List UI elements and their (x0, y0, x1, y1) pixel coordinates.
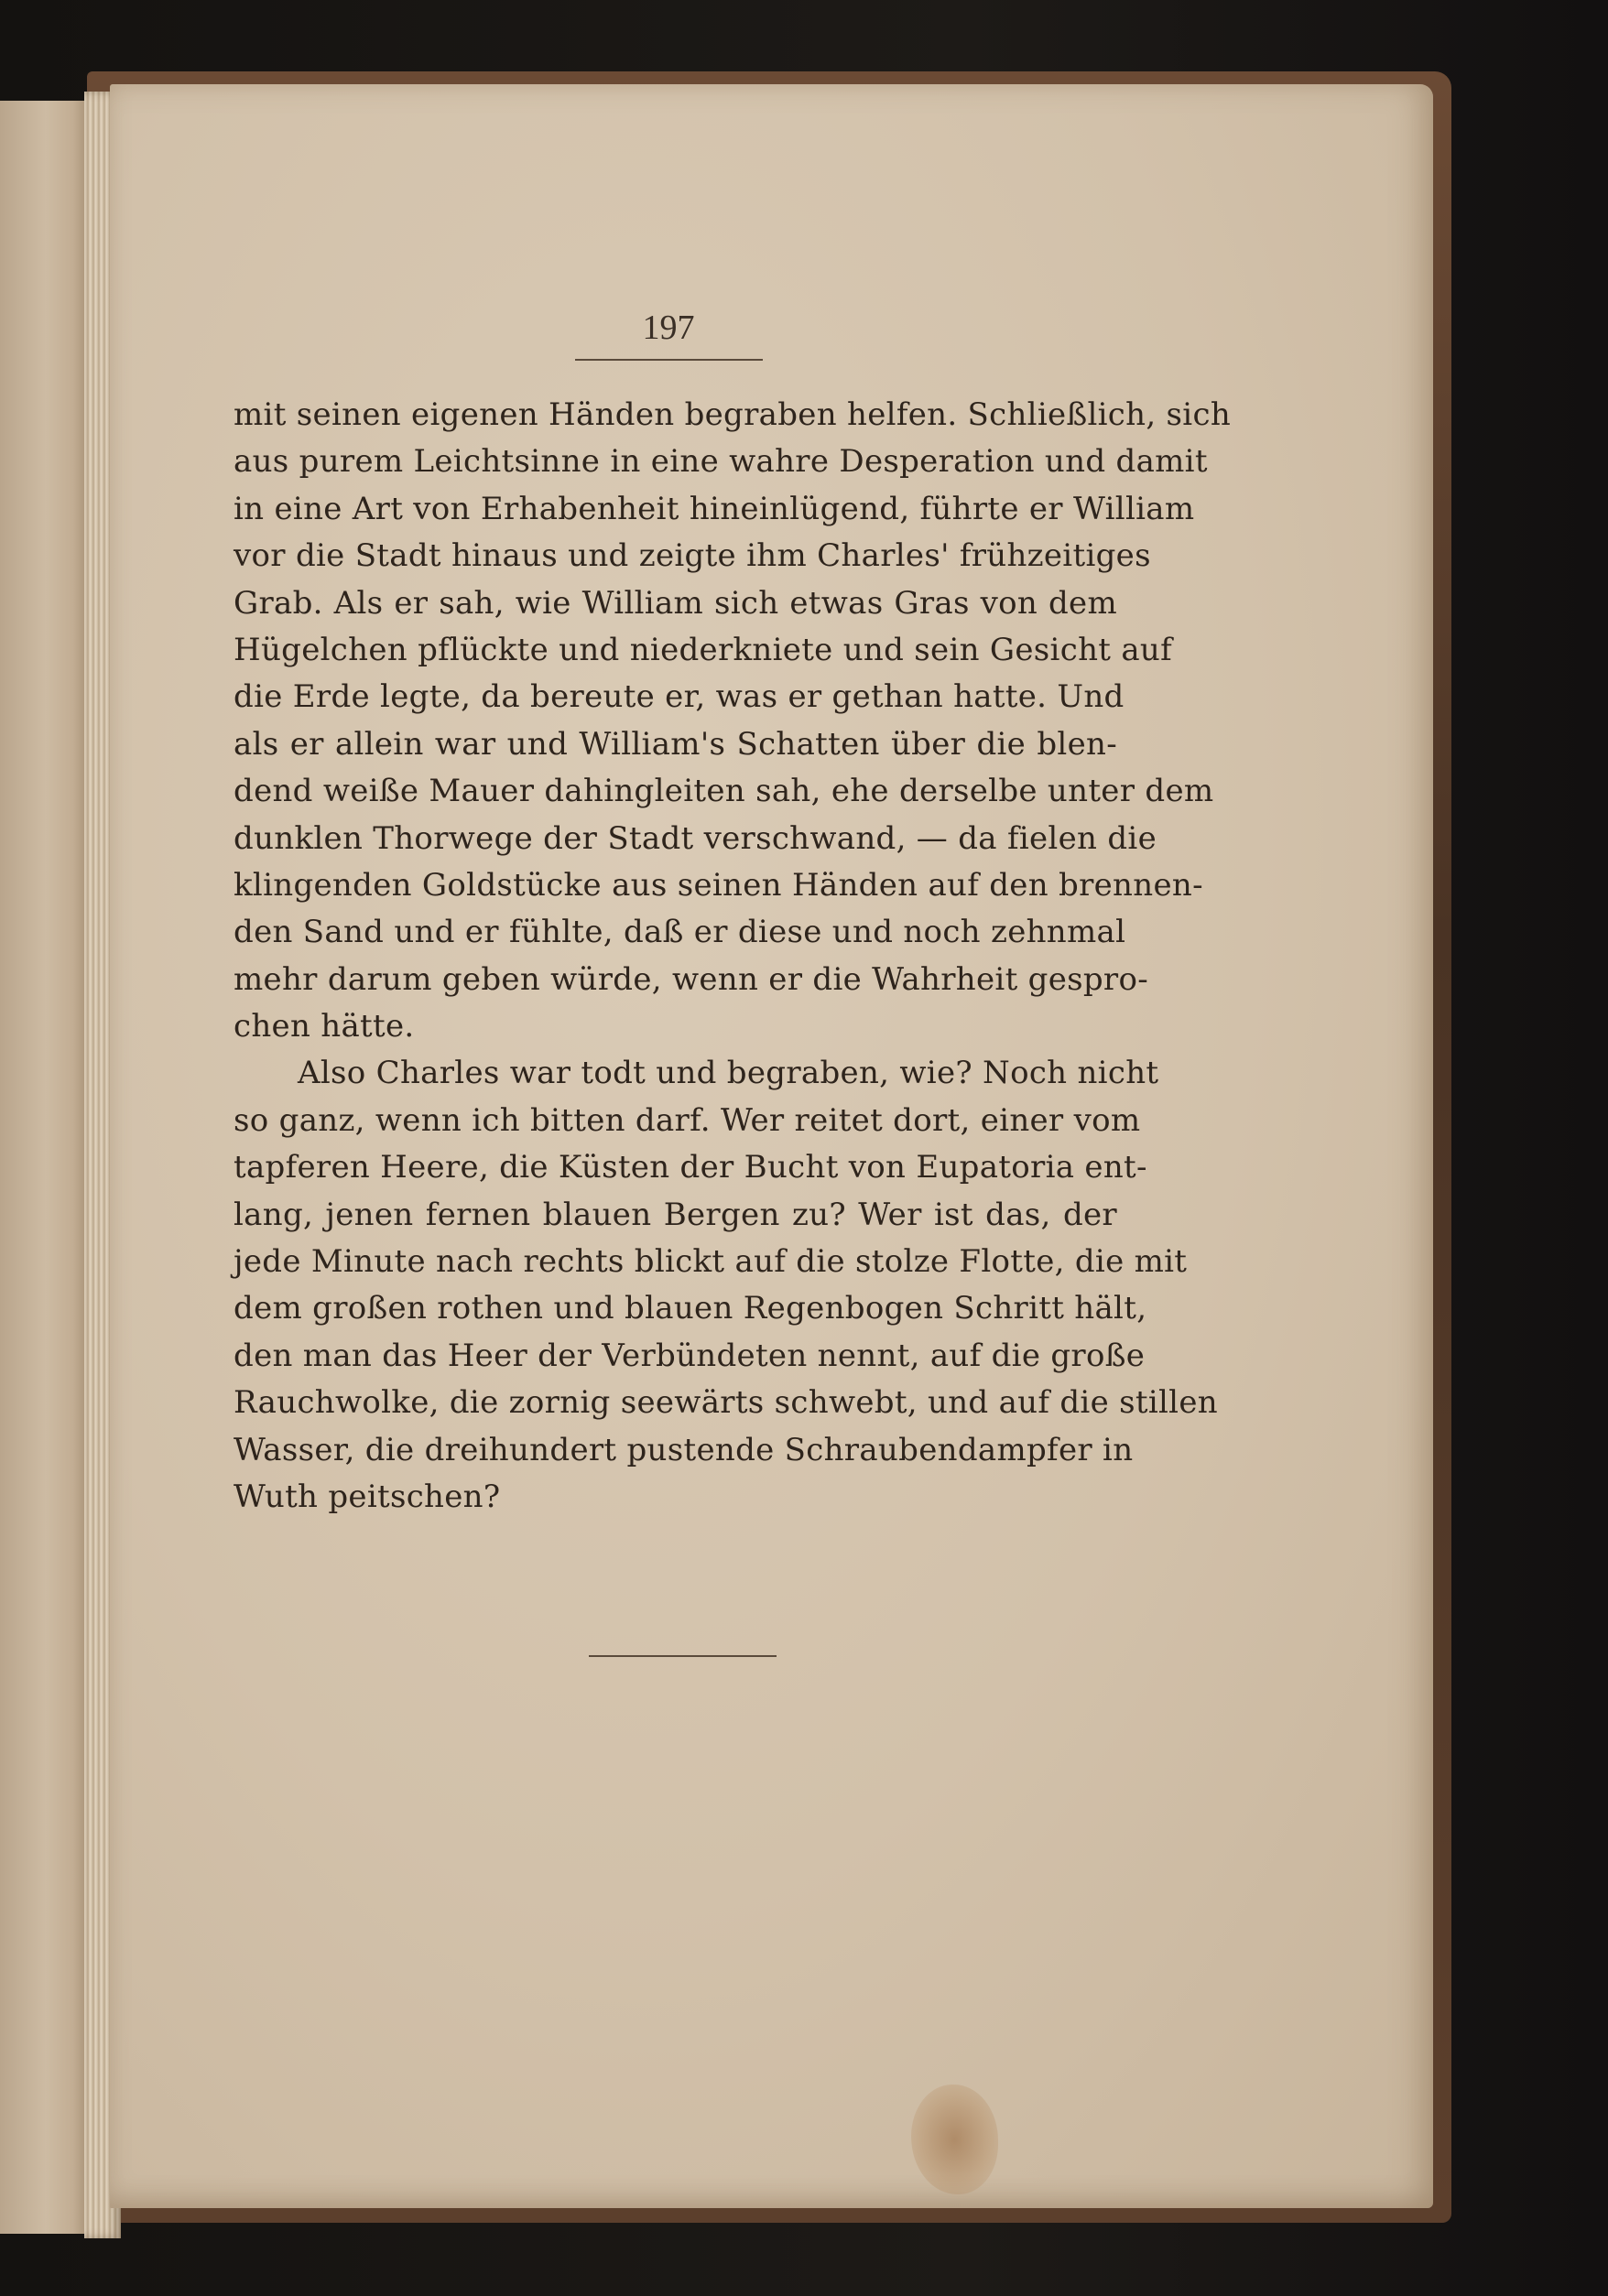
text-line: aus purem Leichtsinne in eine wahre Desperation und damit (234, 443, 1208, 481)
text-line: lang, jenen fernen blauen Bergen zu? Wer ist das, der (234, 1196, 1117, 1233)
text-line: dem großen rothen und blauen Regenbogen Schritt hält, (234, 1290, 1147, 1327)
text-line: den Sand und er fühlte, daß er diese und noch zehnmal (234, 914, 1126, 951)
text-line: die Erde legte, da bereute er, was er gethan hatte. Und (234, 678, 1125, 716)
text-line: tapferen Heere, die Küsten der Bucht von Eupatoria ent- (234, 1149, 1147, 1186)
text-line: den man das Heer der Verbündeten nennt, auf die große (234, 1337, 1146, 1374)
header-rule (575, 359, 763, 361)
text-line: Also Charles war todt und begraben, wie? Noch nicht (298, 1055, 1159, 1092)
text-line: Grab. Als er sah, wie William sich etwas Gras von dem (234, 584, 1117, 622)
text-line: Wasser, die dreihundert pustende Schraubendampfer in (234, 1431, 1134, 1468)
text-line: dend weiße Mauer dahingleiten sah, ehe derselbe unter dem (234, 773, 1214, 810)
text-line: in eine Art von Erhabenheit hineinlügend, führte er William (234, 490, 1195, 527)
text-line: dunklen Thorwege der Stadt verschwand, — da fielen die (234, 819, 1157, 857)
text-line: mehr darum geben würde, wenn er die Wahrheit gespro- (234, 960, 1149, 998)
text-line: Wuth peitschen? (234, 1478, 501, 1515)
text-line: vor die Stadt hinaus und zeigte ihm Charles' frühzeitiges (234, 537, 1151, 575)
facing-page-edge (0, 101, 92, 2234)
text-line: so ganz, wenn ich bitten darf. Wer reitet dort, einer vom (234, 1101, 1141, 1139)
paper-stain (911, 2085, 998, 2194)
text-line: chen hätte. (234, 1008, 415, 1045)
text-line: klingenden Goldstücke aus seinen Händen auf den brennen- (234, 866, 1203, 904)
end-rule (589, 1655, 777, 1657)
text-line: jede Minute nach rechts blickt auf die stolze Flotte, die mit (234, 1243, 1188, 1281)
text-line: als er allein war und William's Schatten über die blen- (234, 725, 1117, 763)
text-line: mit seinen eigenen Händen begraben helfen. Schließlich, sich (234, 396, 1232, 433)
text-line: Hügelchen pflückte und niederkniete und sein Gesicht auf (234, 631, 1172, 668)
body-text (234, 392, 1232, 1521)
text-line: Rauchwolke, die zornig seewärts schwebt, und auf die stillen (234, 1384, 1218, 1422)
page-number: 197 (642, 309, 695, 347)
